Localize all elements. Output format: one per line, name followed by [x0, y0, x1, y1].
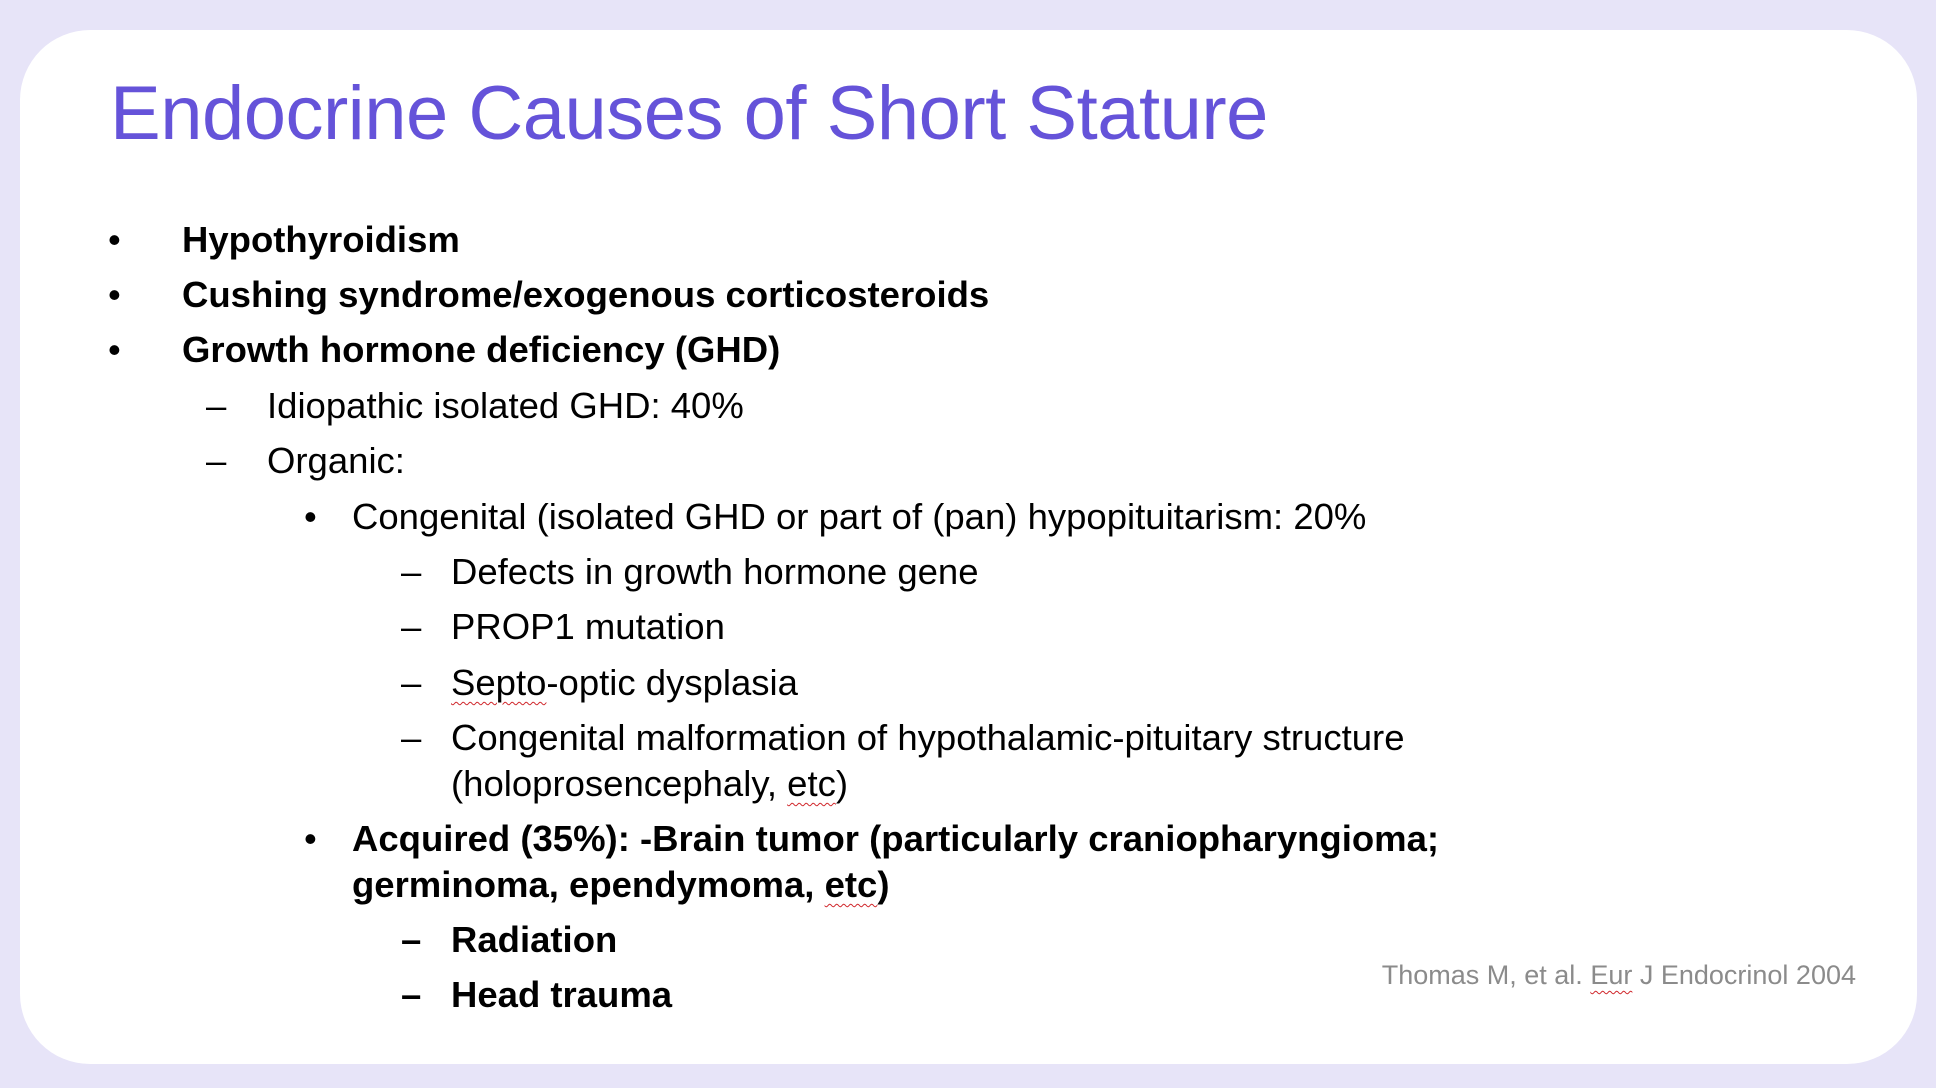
bullet-marker: •	[108, 274, 121, 315]
subitem-organic: Organic:	[267, 440, 405, 481]
slide-card	[20, 30, 1917, 1064]
spellcheck-word: etc	[787, 763, 836, 804]
spellcheck-word: Septo	[451, 662, 547, 703]
bullet-hypothyroidism: Hypothyroidism	[182, 219, 460, 260]
item-malformation: Congenital malformation of hypothalamic-pituitary structure	[451, 717, 1405, 758]
slide-title: Endocrine Causes of Short Stature	[110, 71, 1268, 156]
dash-marker: –	[401, 974, 422, 1015]
item-gh-gene-defects: Defects in growth hormone gene	[451, 551, 979, 592]
dash-marker: –	[206, 440, 227, 481]
item-radiation: Radiation	[451, 919, 618, 960]
subitem-idiopathic: Idiopathic isolated GHD: 40%	[267, 385, 744, 426]
item-septo-optic: Septo-optic dysplasia	[451, 662, 798, 703]
citation: Thomas M, et al. Eur J Endocrinol 2004	[1381, 960, 1856, 990]
dash-marker: –	[401, 606, 422, 647]
dash-marker: –	[206, 385, 227, 426]
acquired-item-continued: germinoma, ependymoma, etc)	[352, 864, 890, 905]
dash-marker: –	[401, 551, 422, 592]
dash-marker: –	[401, 662, 422, 703]
item-malformation-continued: (holoprosencephaly, etc)	[451, 763, 849, 804]
dash-marker: –	[401, 717, 422, 758]
bullet-marker: •	[108, 329, 121, 370]
bullet-marker: •	[304, 496, 317, 537]
bullet-cushing: Cushing syndrome/exogenous corticosteroids	[182, 274, 990, 315]
spellcheck-word: Eur	[1590, 960, 1633, 990]
congenital-item: Congenital (isolated GHD or part of (pan) hypopituitarism: 20%	[352, 496, 1367, 537]
bullet-marker: •	[108, 219, 121, 260]
bullet-marker: •	[304, 818, 317, 859]
item-prop1: PROP1 mutation	[451, 606, 725, 647]
dash-marker: –	[401, 919, 422, 960]
item-head-trauma: Head trauma	[451, 974, 673, 1015]
spellcheck-word: etc	[824, 864, 878, 905]
acquired-item: Acquired (35%): -Brain tumor (particularly craniopharyngioma;	[352, 818, 1440, 859]
bullet-ghd: Growth hormone deficiency (GHD)	[182, 329, 781, 370]
